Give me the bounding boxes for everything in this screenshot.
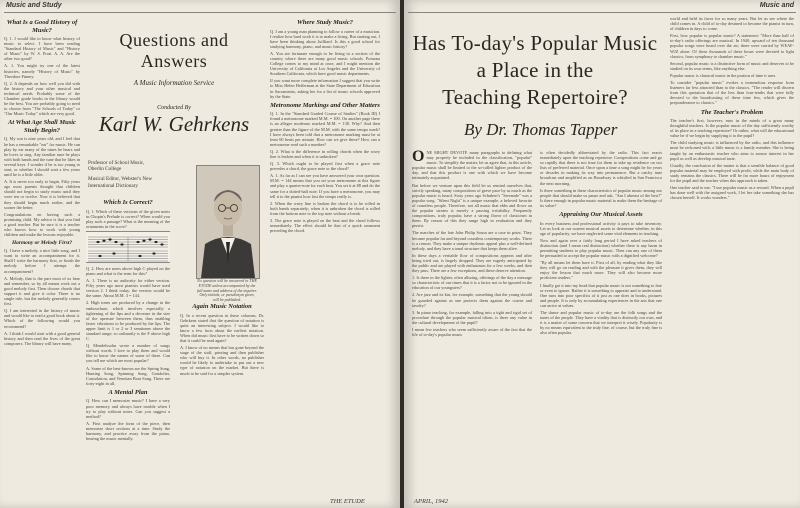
paragraph: Congratulations on having such a promising child. My advice is that you find a good teacher. But be sure it is a teacher who knows how to work with young children and make the lessons enjoyable. [4,211,80,238]
section-heading: A Mental Plan [108,388,148,396]
paragraph: Q. 1. Which of these versions of the given notes in Chopin's Prelude is correct? When would you play such a passage? What is the meaning of the ornaments in the score? [86,208,170,229]
paragraph: Is there something in these characteristics of popular music among our people that should make us pause and ask, "Am I abreast of the best?" Is there enough in popular music material to make them the heritage of its value? [540,187,662,208]
paragraph: Popular music is classical music in the portion of time it uses. [670,72,777,78]
music-notation-example [86,231,170,263]
article-title [410,30,660,111]
section-heading: Where Study Music? [297,19,353,26]
section-heading: The Teacher's Problem [700,108,764,116]
paragraph: The teacher's first, however, runs in the minds of a great many thoughtful teachers. Is the popular music of the day sufficiently worthy of its place in a teaching repertoire? Or rather, what will the educational value be if we begin by supplying it to the pupil? [670,118,794,139]
header-rule [408,12,796,13]
right-page [404,0,800,508]
paragraph: A. 1. As far as I can see you have answered your own question. M.M. = 144 means that you set your metronome at this figure and play a quarter-note for each beat. You set it at 88 and do the same for a dotted-half note. If you have a metronome, you may tell it to the pianist how fast the tempo really is. [270,173,380,199]
paragraph: Q. How can I memorize music? I have a very poor memory and always have trouble when I try to play without notes. Can you suggest a method? [86,398,170,419]
qa-column-3 [270,16,380,502]
qa-column-1 [4,16,80,502]
section-heading: At What Age Shall Music Study Begin? [8,119,76,134]
paragraph: I finally got it into my head that popular music is not something to fear or even to ignore. Rather it is something to appraise and to understand. One runs into poor specifics of it just as one does in books, pictures and people. It is only by accumulating experiences in the arts that one can arrive at values. [540,282,662,308]
paragraph: The child studying music is influenced by the radio, and this influence must be reckoned with; a little music is a family member. She is being taught by an enthusiastic teacher who aims to arouse interest in her pupil as well as develop musical taste. [670,140,794,161]
qa-author-bio [88,160,170,189]
paragraph: Q. 2. How are notes above high C played on the piano and what is the term for this? [86,265,170,276]
paragraph: "By all means let them have it. First of all, by reading what they like they will go on reading and with the pleasure it gives them, they will enjoy the lesson that much more. They will also become more proficient readers." [540,260,662,281]
paragraph: First, how popular is popular music? A statement: "More than half of to-day's radio offerings are musical. In 1940, upward of ten thousand popular songs were heard over the air; there were carried by WEAF-WJZ alone. Of these thousands of these hours were devoted to light classics, from symphony to chamber music." [670,33,794,59]
paragraph: I mean few teachers who seem sufficiently aware of the fact that the life of to-day's popular music [412,327,532,338]
section-heading: Metronome Markings and Other Matters [270,101,380,109]
qa-column-2 [86,196,170,502]
paragraph: 1. Is there in the lighter, often alluring, offerings of the day a message so characteristic of our times that it is a factor not to be ignored in the education of our youngsters? [412,275,532,291]
paragraph: Q. In a recent question in these columns, Dr. Gehrkens stated that the question of notation is quite an interesting subject. I would like to know a few facts about the earliest notation. When did music first have to be written down so that it could be read again? [180,312,264,343]
qa-author: Karl W. Gehrkens [98,112,250,136]
paragraph: Q. 1. I would like to know what history of music to select. I have been reading "Standard History of Music" and "History of Music" by W. S. Pratt. A. A. Are the other two good? [4,36,80,62]
staff-illustration [86,232,170,262]
paragraph: In these days a veritable flow of compositions appears and after being tried out, is largely dropped. They are eagerly anticipated by the public and are played with enthusiasm for a few weeks, and then they pass. There are a few exceptions, and these deserve attention. [412,252,532,274]
bio-line: Professor of School Music, [88,160,145,166]
article-title-line-2: a Place in the [476,58,594,82]
left-running-header: Music and Study [6,2,62,9]
paragraph: A. 1. There is no authority for either version. Fifty years ago most pianists would have used version 2. I think today, the version would be the same. About M.M. 3 = 144. [86,278,170,299]
paragraph: Now and again over a fairly long period I have asked teachers of distinction (and I mean real distinction) whether there is any harm in permitting students to play popular music. Then can any one of them be persuaded to accept the popular music with a dignified welcome? [540,237,662,259]
qa-tagline: A Music Information Service [133,79,215,87]
paragraph: Q. 1. In the "Standard Graded Course of Studies" (Book III) I found a metronome marked M.M. = 100. On another page there is an allegro moderato marked M.M. = 138. Why? And then greater than the figure of the M.M. with the same tempo mark? I have always been told that a metronome marking must be at least 60 beats per minute. How can we give these? How can a metronome read such a number? [270,111,380,147]
qa-conducted-by: Conducted By [157,105,191,111]
paragraph: One teacher said to me, "I use popular music as a reward. When a pupil has done well with the assigned work, I let her take something she has chosen herself. It works wonders." [670,185,794,201]
article-title-line-1: Has To-day's Popular Music [412,31,658,55]
paragraph: A. First analyze the form of the piece, then memorize short sections at a time. Study the harmony, and practice away from the piano, hearing the music mentally. [86,420,170,442]
paragraph: Q. I am interested in the history of music and would like to read a good book about it. Which of the following would you recommend? [4,308,80,329]
right-running-header: Music and [759,2,794,9]
paragraph: The dance and popular music of to-day are the folk songs and the tunes of the people. They have a vitality that is distinctly our own, and it is a matter of some concern that we interpret it wisely. Popularity is by no means equivalent to the truly fine, of course, but the truly fine is also often popular. [540,310,662,336]
paragraph: Q. 2. It depends on how well you did with the history and your other musical and technical needs. Probably some of the Chamber grade books in the library would be the best. You are probably going to need to choose from "The Schools of Today" or "Our Music Today" which are very good. [4,80,80,117]
paragraph: Q. My son is nine years old, and I feel that he has a remarkable "ear" for music. He can play by ear many of the tunes he hears and he loves to sing. Any familiar tune he plays with both hands and the tune that he likes in several keys. I wonder if he is too young to start, or whether I should wait a few years until he is a little older. [4,136,80,178]
section-heading: Again Music Notation [192,303,252,310]
article-byline: By Dr. Thomas Tapper [464,120,618,139]
paragraph: In every business and professional activity it pays to take inventory. Let us look at our current musical assets to determine whether, in this age of popularity, we have neglected some vital elements in teaching. [540,220,662,236]
paragraph: A. Some of the best-known are the Spring Song, Hunting Song, Spinning Song, Gondolier, Consolation, and Venetian Boat Song. There are forty-eight in all. [86,365,170,386]
paragraph: 2. High tones are produced by a change in the embouchure, which involves especially a tightening of the lips and a decrease in the size of the aperture between them, thus enabling faster vibrations to be produced by the lips. The upper limit is 1 or 2 or 3 semitones above the standard range; so ordinarily is the F above high C. [86,300,170,342]
paragraph: is often decidedly abbreviated by the radio. This fact reacts immediately upon the teaching repertoire. Compositions come and go so rapidly that there is not time for them to take up residence on our lists of preferred material. Once upon a time a song might be for years or decades in making its way into permanence. But a catchy tune broadcast and amplified as on Broadway is whistled in San Francisco the next morning. [540,150,662,186]
paragraph: A. Melody, that is the part most of us hear and remember, so by all means work out a good melody first. Then choose chords that support it and give it color. There is no single rule, but the melody generally comes first. [4,275,80,307]
paragraph: 2. Are jazz and its kin, for example, something that the young should be guarded against as one protects them against the coarse and tawdry? [412,292,532,308]
paragraph: Q. I am a young man planning to follow a career of a musician. I realize how hard work it is to make a living. But starting out, I have been thinking about Juilliard. Is this a good school for studying harmony, piano, and music history? [270,28,380,49]
section-heading: What Is a Good History of Music? [6,19,78,34]
section-heading: Which Is Correct? [103,199,153,206]
bio-line: Musical Editor, Webster's New [88,176,153,183]
paragraph: But before we venture upon this field let us remind ourselves that, strictly speaking, many compositions of grave pace by as much as the popular music is heard. Sixty years ago Schubert's "Serenade" was a popular song. "Silent Night" is a unique example, a beloved favorite of countless people. Therefore, not all music that ebbs and flows on the popular stream is merely a passing irritability. Frequently compositions, truly popular, have a strong flavor of classicism in them. By reason of this they range high in evaluation and they persist. [412,182,532,229]
paragraph: Q. I have a melody, a nice little song, and I want to write an accompaniment for it. Shall I write the harmony first, or finish the melody before I attempt the accompaniment? [4,248,80,274]
header-rule [4,12,396,13]
paragraph: Q. Mendelssohn wrote a number of songs without words. I love to play them and would like to know the names of some of these. Can you tell me which are most popular? [86,343,170,364]
article-column-2 [540,150,662,502]
paragraph: Second, popular music is a distinctive form of music and deserves to be studied on its own terms, like anything else. [670,60,794,71]
paragraph: If you want more complete information I suggest that you write to Miss Helen Hefferman at the State Department of Education in Sacramento, asking her for a list of music schools approved by the State. [270,78,380,99]
paragraph: Q. 3. Which ought to be played first when a grace note precedes a chord, the grace note or the chord? [270,161,380,172]
article-title-line-3: Teaching Repertoire? [442,85,628,109]
section-heading: Harmony or Melody First? [11,240,73,247]
qa-column-2b [180,300,264,502]
paragraph: 3. In piano teaching, for example, falling into a tight and rigid set of procedure through the popular musical idiom, is there any value in the cultural development of the pupil? [412,309,532,325]
photo-caption: No question will be answered in THE ETUDE unless accompanied by the full name and address of the inquirer. Only initials, or pseudonym given, will be published. [197,278,257,303]
paragraph: 3. The grace note is played on the beat and the chord follows immediately. The effect should be that of a quick ornament preceding the chord. [270,218,380,234]
paragraph: A. 1. You might try one of the latest histories, namely "History of Music" by Theodore Finney. [4,63,80,79]
paragraph: To consider "popular music" evokes a tremendous response from listeners far less attracted than to the classics. "The reader will discern from this quotation that of the less than four-tenths that were fully devoted to the broadcasting of these time few, which gives the preponderance to classics." [670,80,794,106]
lead-paragraph: NE MIGHT DEVOTE many paragraphs to defining what may properly be included in the classification, "popular" music. To simplify the matter, let us agree that, in this article, popular music shall be limited to the so-called lighter product of the day, and that this product is one with which we have become intimately acquainted. [412,150,532,181]
paragraph: Q. 2. What is the difference in rolling chords when the wavy line is broken and when it is unbroken? [270,148,380,159]
article-column-1 [412,150,532,502]
drop-cap: O [412,150,425,165]
qa-title [84,30,264,72]
paragraph [412,150,532,181]
qa-title-line-1: Questions and [119,30,229,50]
bio-line: International Dictionary [88,182,138,189]
paragraph: The marches of the late John Philip Sousa are a case in point. They became popular far and beyond countless contemporary works. There is a reason. They make a unique rhythmic appeal plus a well-defined melody, and they have a tonal structure that keeps them alive. [412,230,532,251]
paragraph: A. It is never too early to begin. Fifty years ago most parents thought that children should not begin to study music until they were ten or twelve. Now it is believed that they should begin much earlier, and the sooner the better. [4,179,80,210]
author-portrait [196,165,260,279]
paragraph: A. I know of no means that has gone beyond the stage of the staff, printing and then publisher who will buy it. In other words, no publisher would be likely to undertake to put out a new type of notation on the market. But there is much to be said for a simpler system. [180,345,264,376]
paragraph: A. You are fortunate enough to be living in a section of the country where there are many good music schools. Pomona College comes to my mind at once, and I might mention the University of California at Los Angeles and the University of Southern California, which have good music departments. [270,50,380,77]
footer-issue-date: APRIL, 1942 [414,498,448,505]
paragraph: Usually, the conclusion of the matter is that a sensible balance of good popular material may be employed with profit, while the main body of study remains the classics. There will be far more hours of enjoyment for the pupil and the teacher when this approach is taken. [670,162,794,184]
paragraph: world and held its favor for so many years. But let us see where the child comes in. A child of to-day destined to become the pianist in turn, of children in days to come. [670,16,794,32]
footer-magazine-name: THE ETUDE [330,498,365,505]
article-column-3 [670,16,794,502]
bio-line: Oberlin College [88,166,122,173]
paragraph: A. I think I would start with a good general history and then read the lives of the great composers. The library will have many. [4,330,80,346]
qa-title-line-2: Answers [140,51,208,71]
paragraph: 2. When the wavy line is broken the chord is to be rolled in both hands separately; when it is unbroken the chord is rolled from the bottom note to the top note without a break. [270,200,380,216]
portrait-illustration [197,166,259,278]
section-heading: Appraising Our Musical Assets [559,211,643,219]
